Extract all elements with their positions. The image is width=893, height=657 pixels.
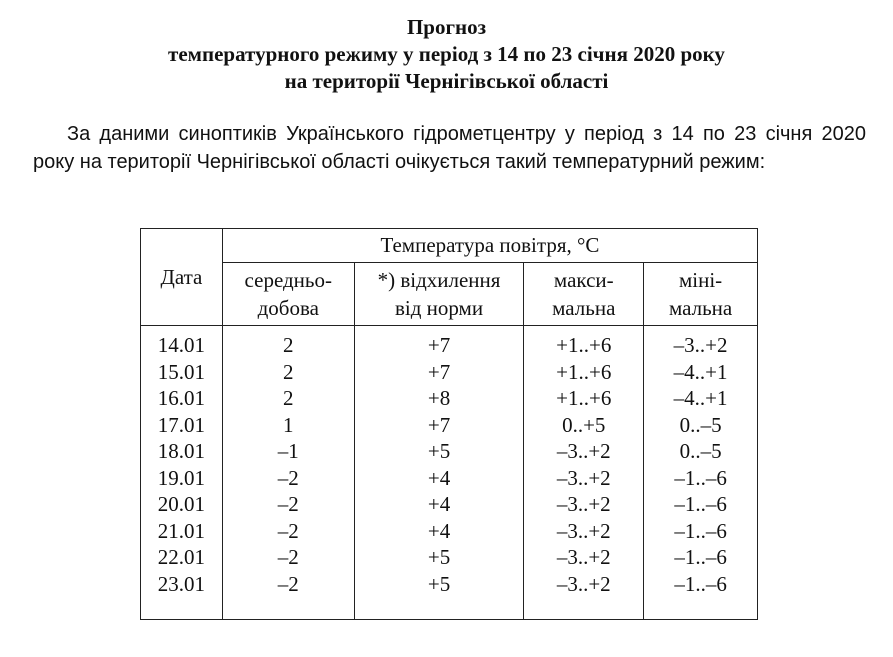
date-cell: 17.01 (141, 412, 223, 439)
date-cell: 18.01 (141, 438, 223, 465)
table-row (141, 491, 758, 518)
header-line: мальна (552, 296, 616, 320)
date-cell: 23.01 (141, 571, 223, 620)
date-cell: 16.01 (141, 385, 223, 412)
table-row (141, 465, 758, 492)
deviation-cell: +4 (354, 518, 524, 545)
max-cell: –3..+2 (524, 438, 644, 465)
min-cell: 0..–5 (644, 438, 758, 465)
max-cell: +1..+6 (524, 326, 644, 359)
min-cell: –1..–6 (644, 465, 758, 492)
deviation-cell: +7 (354, 326, 524, 359)
table-row (141, 544, 758, 571)
avg-cell: –2 (222, 571, 354, 620)
avg-cell: 2 (222, 385, 354, 412)
deviation-cell: +5 (354, 544, 524, 571)
min-cell: –1..–6 (644, 518, 758, 545)
header-line: від норми (394, 296, 484, 320)
max-cell: –3..+2 (524, 518, 644, 545)
max-cell: +1..+6 (524, 359, 644, 386)
header-line: мальна (668, 296, 733, 320)
document-title (0, 14, 893, 95)
table-row (141, 438, 758, 465)
title-line-1: Прогноз (406, 15, 487, 39)
title-line-3: на території Чернігівської області (284, 69, 609, 93)
avg-cell: –2 (222, 518, 354, 545)
avg-cell: 1 (222, 412, 354, 439)
min-cell: –1..–6 (644, 571, 758, 620)
deviation-cell: +4 (354, 465, 524, 492)
avg-cell: –2 (222, 465, 354, 492)
deviation-cell: +5 (354, 571, 524, 620)
table-row (141, 518, 758, 545)
deviation-cell: +4 (354, 491, 524, 518)
date-cell: 22.01 (141, 544, 223, 571)
header-line: середньо- (244, 268, 332, 292)
air-temperature-group-header: Температура повітря, °С (222, 229, 757, 263)
deviation-header (354, 263, 524, 326)
avg-cell: –2 (222, 544, 354, 571)
max-cell: –3..+2 (524, 491, 644, 518)
max-cell: +1..+6 (524, 385, 644, 412)
table-row (141, 385, 758, 412)
date-column-header: Дата (141, 229, 223, 326)
min-cell: –4..+1 (644, 359, 758, 386)
deviation-cell: +8 (354, 385, 524, 412)
date-cell: 20.01 (141, 491, 223, 518)
table-row (141, 571, 758, 620)
header-line: макси- (553, 268, 614, 292)
max-cell: 0..+5 (524, 412, 644, 439)
min-cell: 0..–5 (644, 412, 758, 439)
avg-cell: 2 (222, 359, 354, 386)
min-cell: –1..–6 (644, 544, 758, 571)
header-line: *) відхилення (377, 268, 501, 292)
header-line: добова (257, 296, 319, 320)
avg-cell: 2 (222, 326, 354, 359)
deviation-cell: +5 (354, 438, 524, 465)
date-cell: 15.01 (141, 359, 223, 386)
min-cell: –3..+2 (644, 326, 758, 359)
avg-cell: –2 (222, 491, 354, 518)
date-cell: 21.01 (141, 518, 223, 545)
temperature-forecast-table (140, 228, 758, 620)
daily-average-header (222, 263, 354, 326)
avg-cell: –1 (222, 438, 354, 465)
min-cell: –4..+1 (644, 385, 758, 412)
table-row (141, 412, 758, 439)
max-cell: –3..+2 (524, 465, 644, 492)
title-line-2: температурного режиму у період з 14 по 23 січня 2020 року (168, 42, 725, 66)
date-cell: 14.01 (141, 326, 223, 359)
deviation-cell: +7 (354, 359, 524, 386)
maximum-header (524, 263, 644, 326)
deviation-cell: +7 (354, 412, 524, 439)
max-cell: –3..+2 (524, 544, 644, 571)
table-row (141, 326, 758, 359)
intro-paragraph: За даними синоптиків Українського гідрометцентру у період з 14 по 23 січня 2020 року на території Чернігівської області очікується такий температурний режим: (33, 123, 866, 173)
min-cell: –1..–6 (644, 491, 758, 518)
table-row (141, 359, 758, 386)
minimum-header (644, 263, 758, 326)
header-line: міні- (678, 268, 723, 292)
date-cell: 19.01 (141, 465, 223, 492)
max-cell: –3..+2 (524, 571, 644, 620)
